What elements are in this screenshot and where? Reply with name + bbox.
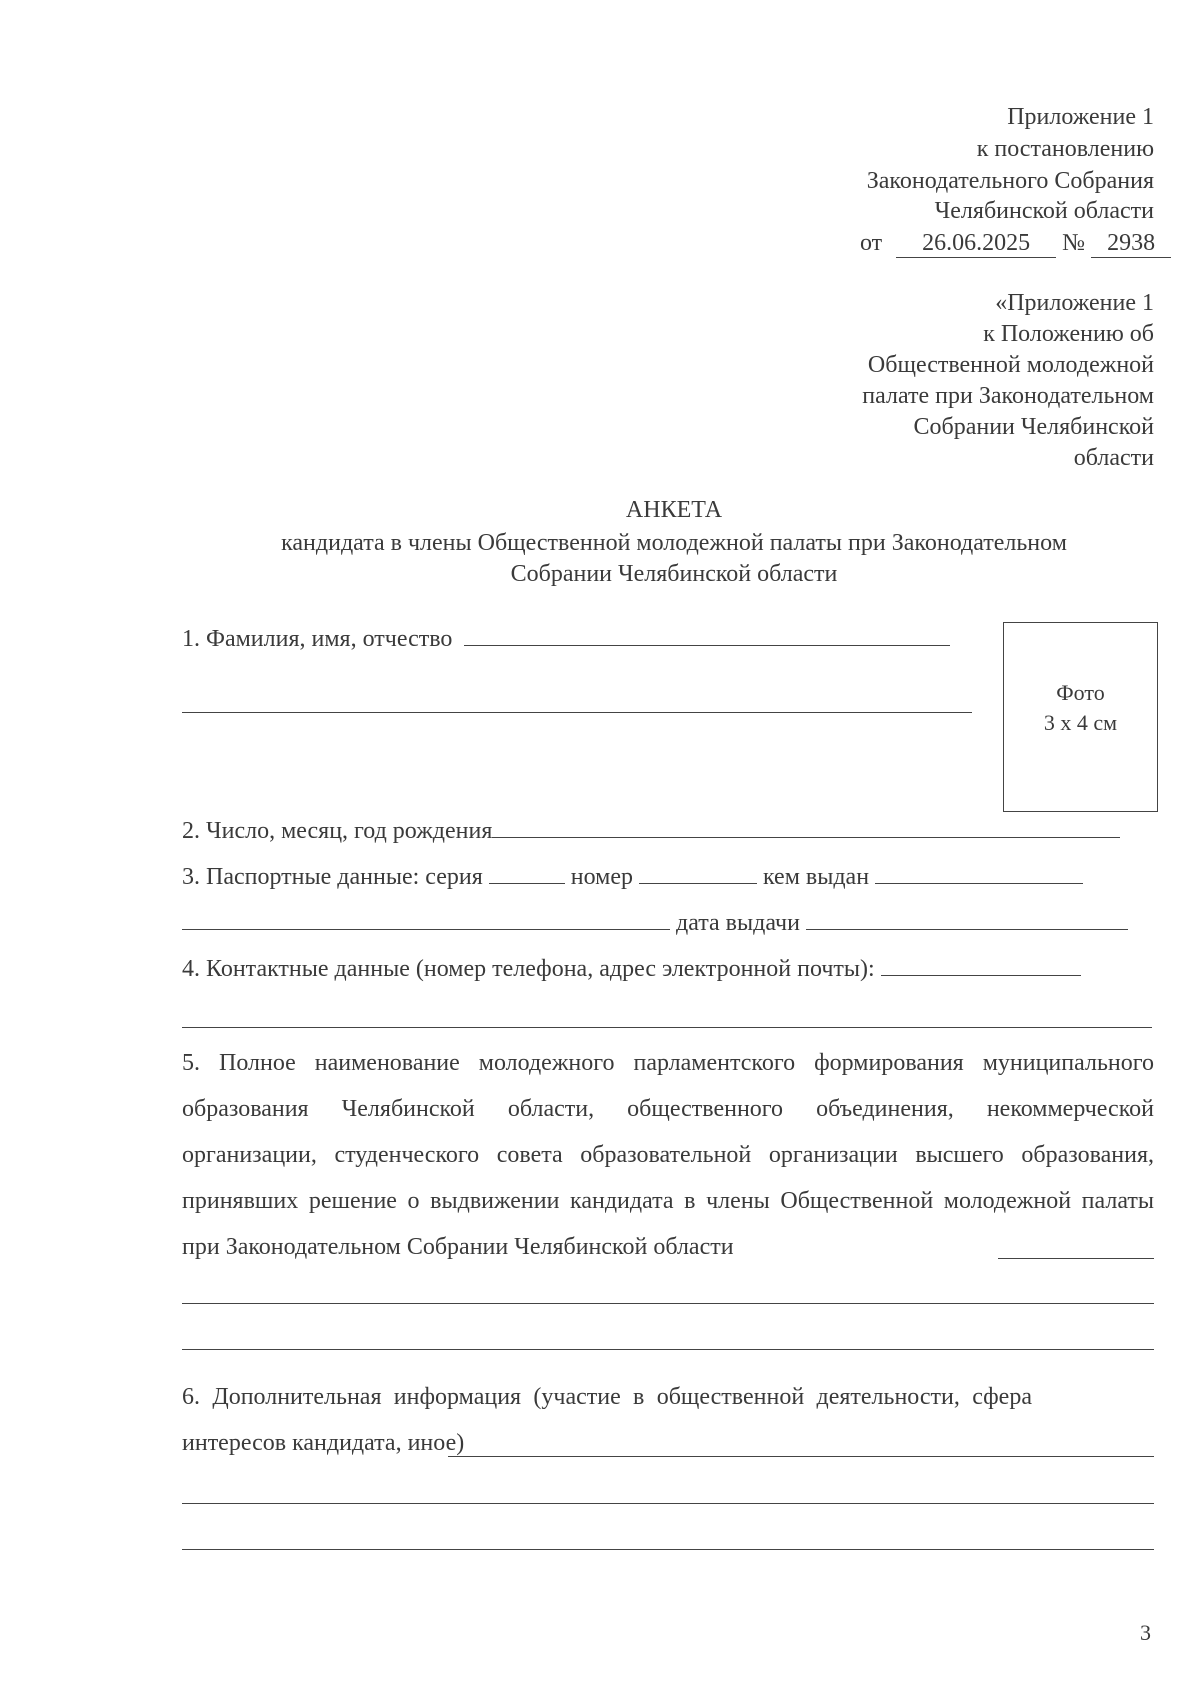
resolution-number: 2938 [1091,230,1171,258]
field-contacts-row [182,953,1081,983]
contacts-input-line-2[interactable] [182,1027,1152,1028]
contacts-input[interactable] [881,953,1081,976]
page-number: 3 [1140,1620,1151,1645]
header-line: Приложение 1 [1007,104,1154,130]
field-passport-row-2 [182,907,1128,937]
field-additional-info-label [182,1374,1032,1466]
header-line: палате при Законодательном [862,383,1154,409]
header-line: «Приложение 1 [995,290,1154,316]
resolution-date-row [860,230,1171,258]
contacts-label: 4. Контактные данные (номер телефона, адрес электронной почты): [182,956,875,982]
organization-input[interactable] [998,1258,1154,1259]
field-passport-row [182,861,1083,891]
additional-info-input[interactable] [448,1456,1154,1457]
additional-info-input-line-2[interactable] [182,1503,1154,1504]
passport-series-input[interactable] [489,861,565,884]
field-organization-label [182,1040,1154,1270]
date-prefix: от [860,230,883,256]
field-birthdate-label: 2. Число, месяц, год рождения [182,818,493,844]
field-birthdate-row [182,815,1120,845]
photo-size: 3 х 4 см [1043,710,1118,735]
organization-input-line-2[interactable] [182,1303,1154,1304]
passport-number-label: номер [570,864,633,890]
photo-label: Фото [1056,680,1105,705]
number-prefix: № [1062,230,1086,256]
birthdate-input[interactable] [492,815,1120,838]
field-full-name-label: 1. Фамилия, имя, отчество [182,626,453,652]
full-name-input-line-2[interactable] [182,712,972,713]
organization-input-line-3[interactable] [182,1349,1154,1350]
field-full-name-row [182,623,950,653]
header-line: области [1073,445,1154,471]
full-name-input[interactable] [464,623,950,646]
resolution-date: 26.06.2025 [896,230,1056,258]
passport-issued-by-input-2[interactable] [182,907,670,930]
additional-info-label-text: 6. Дополнительная информация (участие в общественной деятельности, сфера интересов кандидата, иное) [182,1384,1032,1456]
header-line: Законодательного Собрания [866,168,1154,194]
photo-placeholder [1003,622,1158,812]
additional-info-input-line-3[interactable] [182,1549,1154,1550]
form-title: АНКЕТА [625,497,723,523]
passport-number-input[interactable] [639,861,757,884]
header-line: к Положению об [983,321,1154,347]
header-line: Общественной молодежной [867,352,1154,378]
header-line: Собрании Челябинской [913,414,1154,440]
passport-date-label: дата выдачи [676,910,800,936]
passport-date-input[interactable] [806,907,1128,930]
passport-issued-by-label: кем выдан [762,864,870,890]
passport-series-label: 3. Паспортные данные: серия [182,864,483,890]
form-subtitle-line-2: Собрании Челябинской области [510,561,838,587]
form-subtitle-line-1: кандидата в члены Общественной молодежной палаты при Законодательном [281,530,1067,556]
header-line: Челябинской области [934,198,1154,224]
header-line: к постановлению [976,136,1154,162]
passport-issued-by-input[interactable] [875,861,1083,884]
organization-label-text: 5. Полное наименование молодежного парламентского формирования муниципального образования Челябинской области, общественного объединения, некоммерческой организации, студенческого совета образовательной организации высшего образования, принявших решение о выдвижении кандидата в члены Общественной молодежной палаты при Законодательном Собрании Челябинской области [182,1050,1154,1260]
